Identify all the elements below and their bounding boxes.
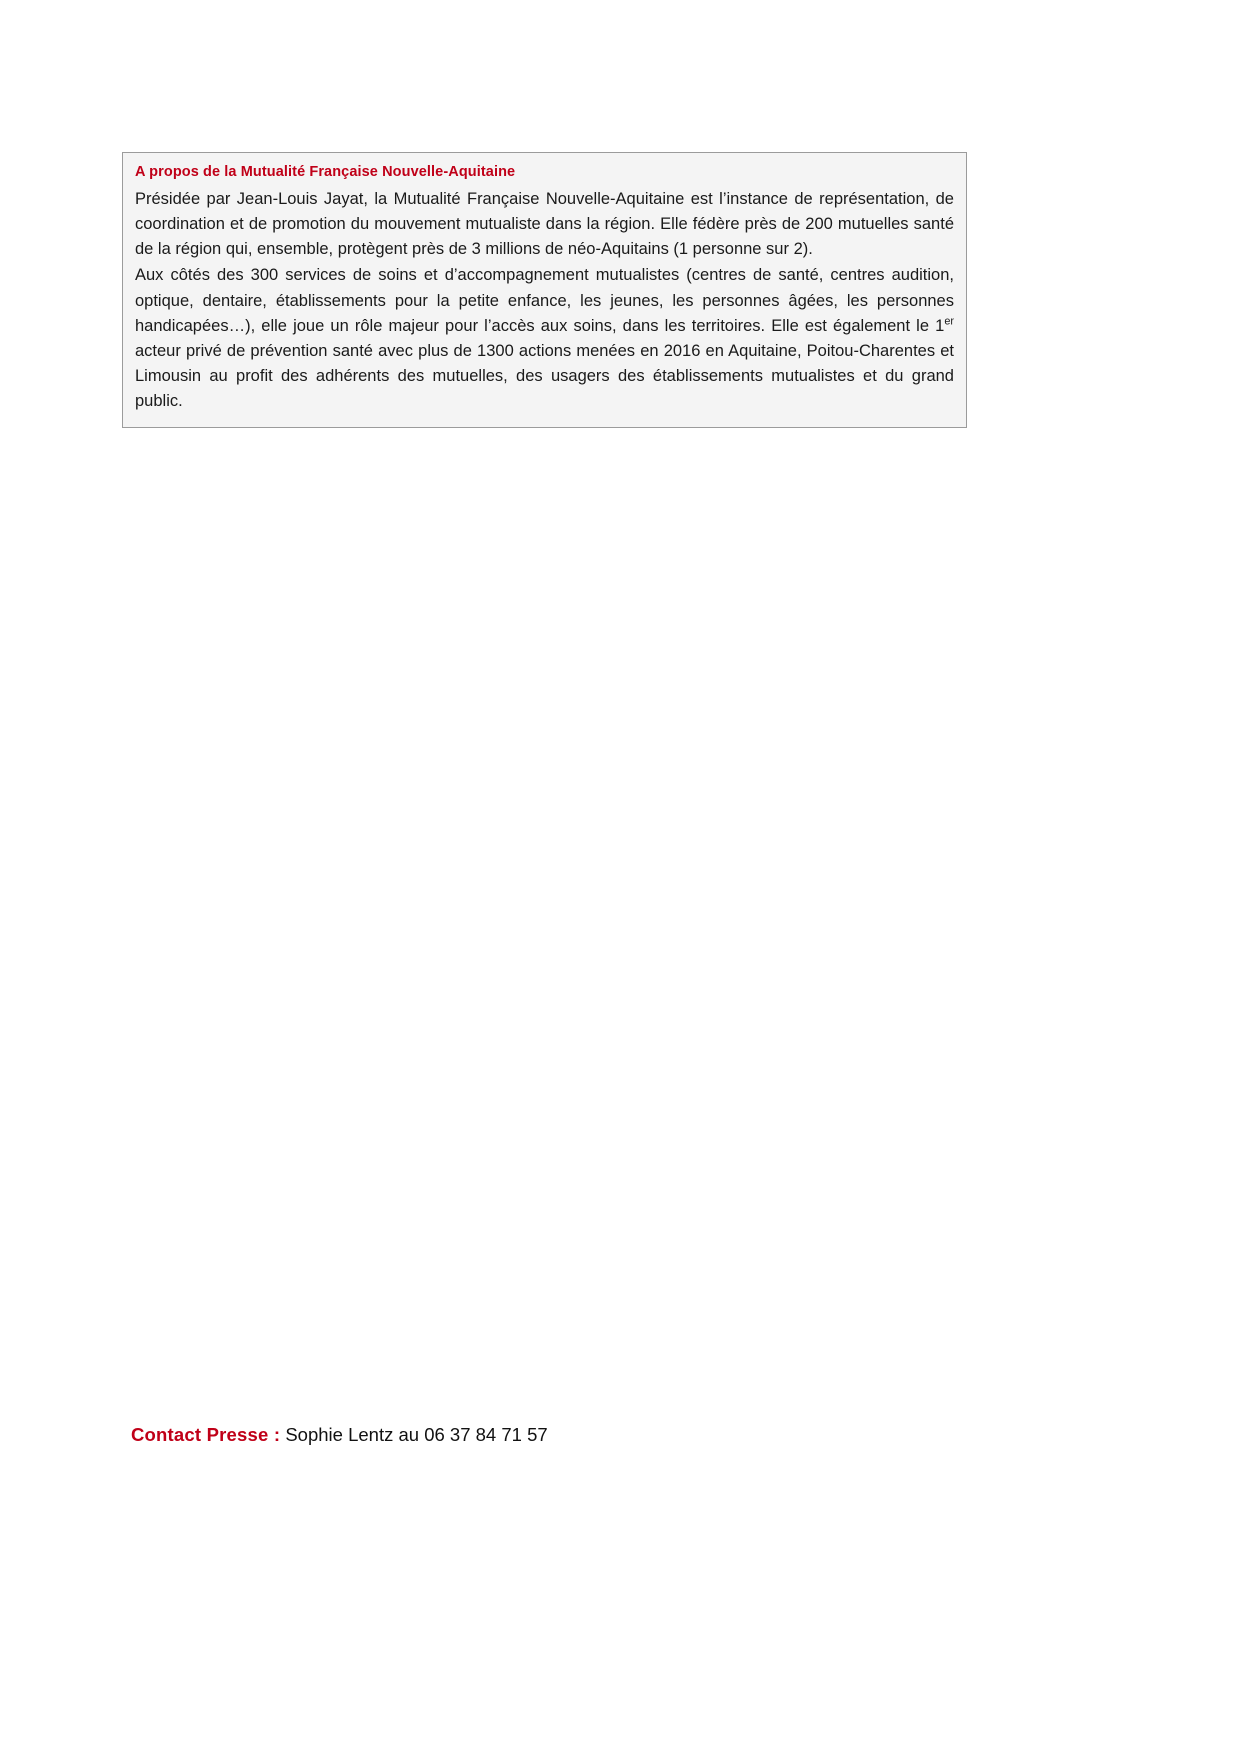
press-contact-value: Sophie Lentz au 06 37 84 71 57: [280, 1424, 548, 1445]
about-box-paragraph-2: [135, 263, 954, 414]
press-contact-label: Contact Presse :: [131, 1424, 281, 1445]
about-box-paragraph-1: Présidée par Jean-Louis Jayat, la Mutualité Française Nouvelle-Aquitaine est l’instance de représentation, de coordination et de promotion du mouvement mutualiste dans la région. Elle fédère près de 200 mutuelles santé de la région qui, ensemble, protègent près de 3 millions de néo-Aquitains (1 personne sur 2).: [135, 189, 954, 259]
about-box-paragraph-2-part2: acteur privé de prévention santé avec plus de 1300 actions menées en 2016 en Aquitaine, Poitou-Charentes et Limousin au profit des adhérents des mutuelles, des usagers des établissements mutualistes et du grand public.: [135, 341, 954, 411]
about-box-paragraph-2-part1: Aux côtés des 300 services de soins et d’accompagnement mutualistes (centres de santé, centres audition, optique, dentaire, établissements pour la petite enfance, les jeunes, les personnes âgées, les personnes handicapées…), elle joue un rôle majeur pour l’accès aux soins, dans les territoires. Elle est également le 1: [135, 266, 954, 335]
press-contact: [131, 1422, 548, 1448]
ordinal-suffix: er: [944, 315, 954, 328]
about-callout-box: [122, 152, 967, 428]
about-box-title: A propos de la Mutualité Française Nouvelle-Aquitaine: [135, 164, 516, 180]
